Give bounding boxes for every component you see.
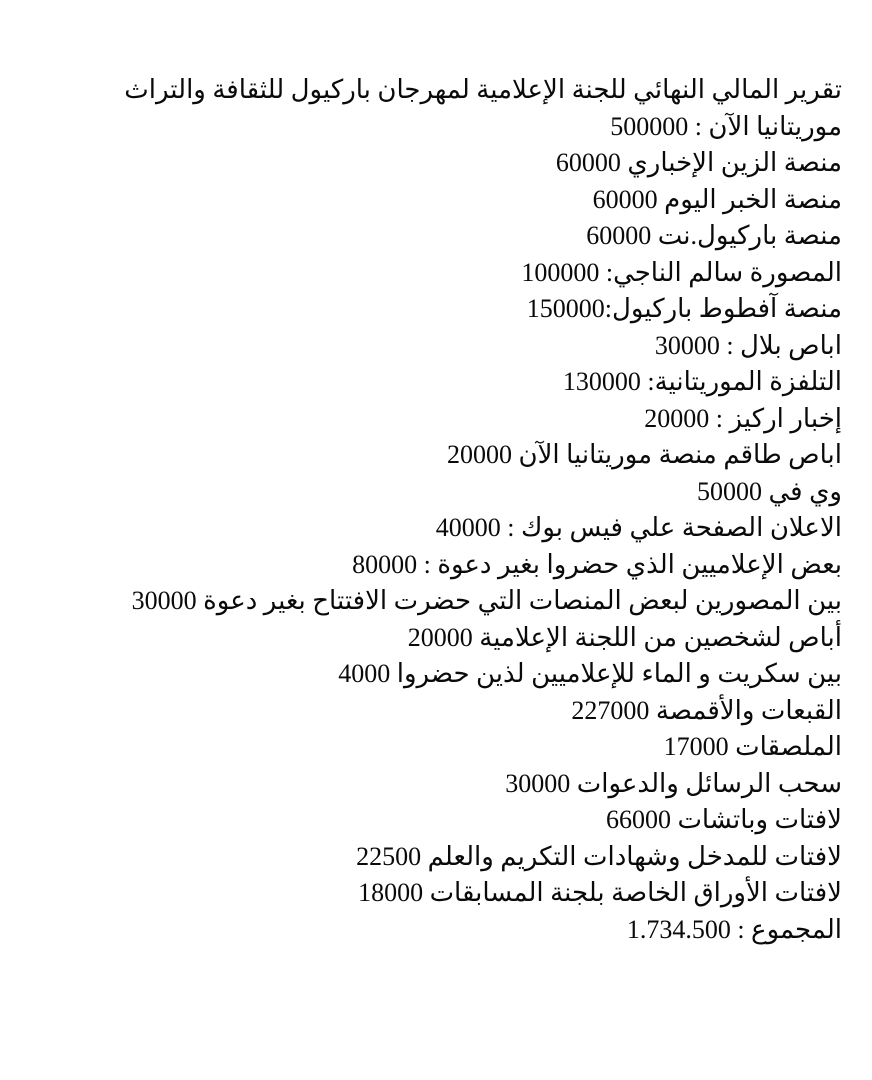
expense-line-facebook-page-ads: الاعلان الصفحة علي فيس بوك : 40000 <box>435 513 842 542</box>
expense-line-competitions-committee-papers-banners: لافتات الأوراق الخاصة بلجنة المسابقات 18000 <box>358 878 842 907</box>
expense-line-mauritanian-tv: التلفزة الموريتانية: 130000 <box>562 367 842 396</box>
expense-line-alkhabar-today-platform: منصة الخبر اليوم 60000 <box>592 184 842 214</box>
expense-line-bus-mauritania-now-crew: اباص طاقم منصة موريتانيا الآن 20000 <box>447 440 842 469</box>
expense-line-biscuits-water-journalists: بين سكريت و الماء للإعلاميين لذين حضروا 4000 <box>338 659 842 688</box>
expense-line-mauritania-now: موريتانيا الآن : 500000 <box>610 111 842 141</box>
expense-line-entrance-banners-certificates-flag: لافتات للمدخل وشهادات التكريم والعلم 22500 <box>356 841 842 871</box>
expense-line-messages-invitations: سحب الرسائل والدعوات 30000 <box>505 768 842 798</box>
expense-line-stickers: الملصقات 17000 <box>663 732 842 761</box>
expense-line-ezzein-news-platform: منصة الزين الإخباري 60000 <box>555 148 842 177</box>
expense-line-aftout-barkeol-platform: منصة آفطوط باركيول:150000 <box>526 294 842 323</box>
expense-line-caps-and-shirts: القبعات والأقمصة 227000 <box>571 695 842 725</box>
expense-line-photographer-salem-naji: المصورة سالم الناجي: 100000 <box>521 257 842 287</box>
expense-line-wifi: وي في 50000 <box>696 476 842 506</box>
expense-line-photographers-platforms-opening: بين المصورين لبعض المنصات التي حضرت الافتتاح بغير دعوة 30000 <box>131 586 842 615</box>
expense-line-banners-badges: لافتات وباتشات 66000 <box>605 805 842 834</box>
report-title: تقرير المالي النهائي للجنة الإعلامية لمهرجان باركيول للثقافة والتراث <box>124 75 842 104</box>
total-line: المجموع : 1.734.500 <box>626 914 842 944</box>
expense-line-barkeol-net-platform: منصة باركيول.نت 60000 <box>586 221 842 250</box>
expense-line-arkeez-news: إخبار اركيز : 20000 <box>644 403 842 433</box>
expense-line-bus-two-committee-members: أباص لشخصين من اللجنة الإعلامية 20000 <box>407 622 842 652</box>
expense-line-bus-bilal: اباص بلال : 30000 <box>654 330 842 360</box>
expense-line-journalists-without-invitation: بعض الإعلاميين الذي حضروا بغير دعوة : 80000 <box>352 549 842 579</box>
